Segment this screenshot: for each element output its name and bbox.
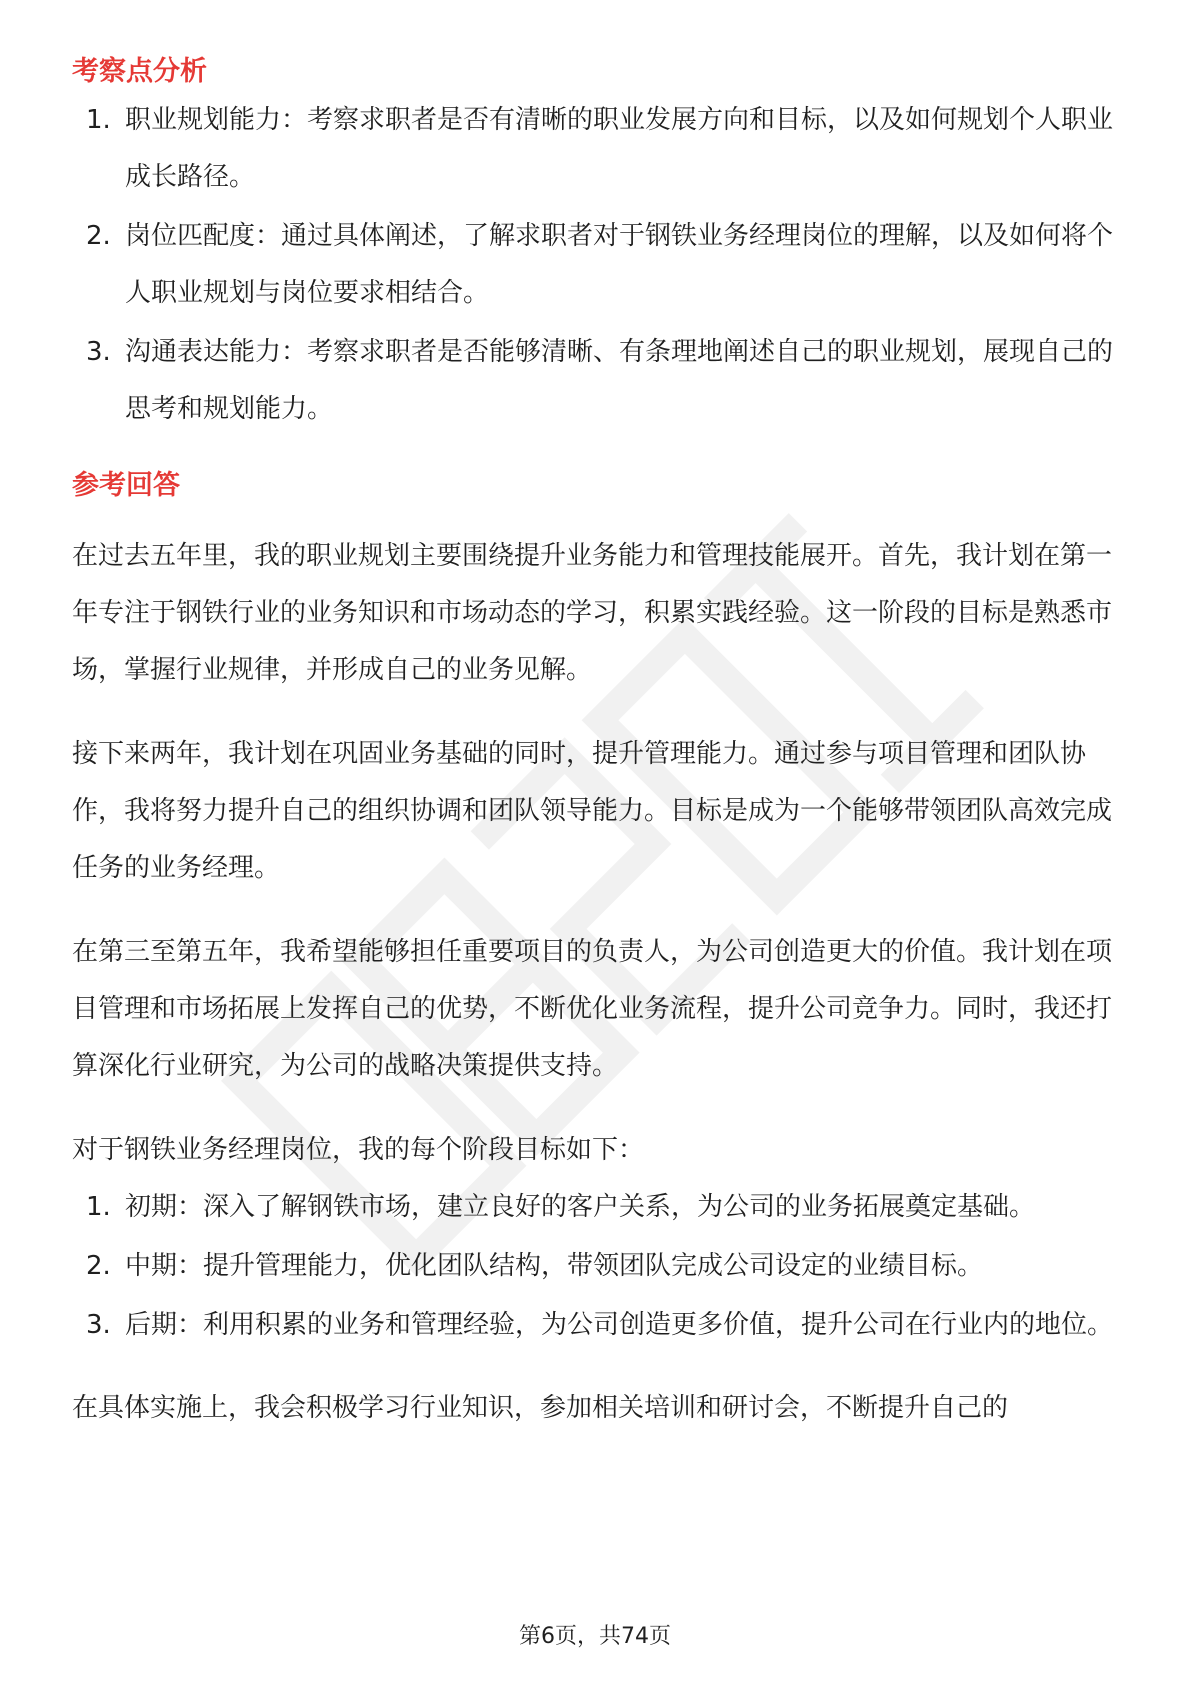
list-text: 岗位匹配度：通过具体阐述，了解求职者对于钢铁业务经理岗位的理解，以及如何将个人职业规划与岗位要求相结合。 xyxy=(125,221,1114,308)
list-item xyxy=(72,92,1122,206)
page-number: 第6页，共74页 xyxy=(519,1624,671,1649)
section-title-answer: 参考回答 xyxy=(72,470,180,501)
list-item xyxy=(72,1238,1122,1295)
list-text: 后期：利用积累的业务和管理经验，为公司创造更多价值，提升公司在行业内的地位。 xyxy=(125,1310,1114,1340)
stage-goals-list xyxy=(72,1179,1122,1354)
answer-paragraph: 在过去五年里，我的职业规划主要围绕提升业务能力和管理技能展开。首先，我计划在第一年专注于钢铁行业的业务知识和市场动态的学习，积累实践经验。这一阶段的目标是熟悉市场，掌握行业规律，并形成自己的业务见解。 xyxy=(72,541,1113,685)
list-item xyxy=(72,208,1122,322)
list-number: 2. xyxy=(86,221,111,251)
answer-paragraph: 在第三至第五年，我希望能够担任重要项目的负责人，为公司创造更大的价值。我计划在项目管理和市场拓展上发挥自己的优势，不断优化业务流程，提升公司竞争力。同时，我还打算深化行业研究，为公司的战略决策提供支持。 xyxy=(72,937,1113,1081)
list-number: 1. xyxy=(86,105,111,135)
list-text: 沟通表达能力：考察求职者是否能够清晰、有条理地阐述自己的职业规划，展现自己的思考和规划能力。 xyxy=(125,337,1114,424)
list-item xyxy=(72,324,1122,438)
list-item xyxy=(72,1179,1122,1236)
list-item xyxy=(72,1297,1122,1354)
list-text: 初期：深入了解钢铁市场，建立良好的客户关系，为公司的业务拓展奠定基础。 xyxy=(125,1192,1036,1222)
answer-paragraph: 接下来两年，我计划在巩固业务基础的同时，提升管理能力。通过参与项目管理和团队协作，我将努力提升自己的组织协调和团队领导能力。目标是成为一个能够带领团队高效完成任务的业务经理。 xyxy=(72,739,1113,883)
list-text: 中期：提升管理能力，优化团队结构，带领团队完成公司设定的业绩目标。 xyxy=(125,1251,984,1281)
list-number: 2. xyxy=(86,1251,111,1281)
list-number: 3. xyxy=(86,337,111,367)
list-number: 1. xyxy=(86,1192,111,1222)
analysis-list xyxy=(72,92,1122,438)
answer-paragraph: 对于钢铁业务经理岗位，我的每个阶段目标如下： xyxy=(72,1135,645,1165)
section-title-analysis: 考察点分析 xyxy=(72,56,207,87)
list-number: 3. xyxy=(86,1310,111,1340)
answer-paragraph-continued: 在具体实施上，我会积极学习行业知识，参加相关培训和研讨会，不断提升自己的 xyxy=(72,1393,1009,1423)
list-text: 职业规划能力：考察求职者是否有清晰的职业发展方向和目标，以及如何规划个人职业成长路径。 xyxy=(125,105,1114,192)
document-content xyxy=(72,48,1122,1437)
